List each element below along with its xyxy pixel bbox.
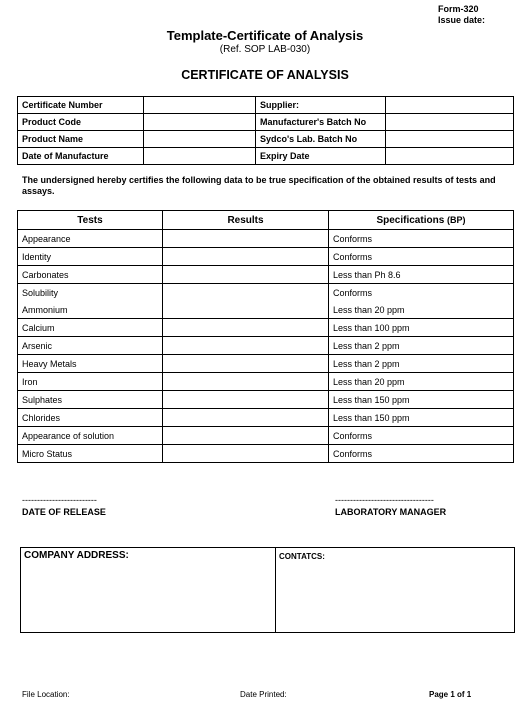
test-result-field[interactable]	[163, 301, 329, 319]
tests-header: Tests	[18, 211, 163, 230]
info-label: Date of Manufacture	[18, 148, 144, 165]
manager-signature-line: ---------------------------------	[335, 495, 434, 505]
test-name: Identity	[18, 248, 163, 266]
date-printed-label: Date Printed:	[240, 690, 287, 699]
test-specification: Less than 150 ppm	[329, 409, 514, 427]
test-row	[18, 391, 514, 409]
test-specification: Conforms	[329, 248, 514, 266]
test-row	[18, 409, 514, 427]
date-of-release-label: DATE OF RELEASE	[22, 507, 106, 517]
form-number: Form-320	[438, 4, 479, 14]
company-address-section	[21, 548, 276, 632]
certificate-info-table	[17, 96, 514, 165]
info-label: Supplier:	[256, 97, 386, 114]
test-result-field[interactable]	[163, 409, 329, 427]
info-label: Product Code	[18, 114, 144, 131]
tests-header-row	[18, 211, 514, 230]
info-label: Manufacturer's Batch No	[256, 114, 386, 131]
test-result-field[interactable]	[163, 337, 329, 355]
test-row	[18, 355, 514, 373]
test-specification: Conforms	[329, 284, 514, 302]
info-value-field[interactable]	[386, 131, 514, 148]
test-row	[18, 301, 514, 319]
test-name: Sulphates	[18, 391, 163, 409]
test-result-field[interactable]	[163, 373, 329, 391]
test-name: Chlorides	[18, 409, 163, 427]
page-number: Page 1 of 1	[429, 690, 472, 699]
test-specification: Less than 2 ppm	[329, 355, 514, 373]
release-signature-line: -------------------------	[22, 495, 97, 505]
info-row	[18, 131, 514, 148]
test-result-field[interactable]	[163, 248, 329, 266]
test-row	[18, 337, 514, 355]
test-specification: Less than Ph 8.6	[329, 266, 514, 284]
info-label: Product Name	[18, 131, 144, 148]
test-row	[18, 248, 514, 266]
laboratory-manager-label: LABORATORY MANAGER	[335, 507, 447, 517]
info-label: Expiry Date	[256, 148, 386, 165]
test-row	[18, 373, 514, 391]
test-row	[18, 427, 514, 445]
specifications-header: Specifications (BP)	[329, 211, 514, 230]
test-name: Micro Status	[22, 449, 73, 459]
info-value-field[interactable]	[386, 114, 514, 131]
info-row	[18, 114, 514, 131]
info-value-field[interactable]	[386, 148, 514, 165]
test-row	[18, 266, 514, 284]
test-name: Solubility	[22, 288, 59, 298]
certificate-heading: CERTIFICATE OF ANALYSIS	[181, 68, 349, 82]
test-row	[18, 284, 514, 302]
test-specification: Conforms	[329, 427, 514, 445]
test-row	[18, 319, 514, 337]
test-result-field[interactable]	[163, 427, 329, 445]
info-value-field[interactable]	[144, 97, 256, 114]
test-name: Iron	[18, 373, 163, 391]
info-value-field[interactable]	[144, 148, 256, 165]
test-specification: Conforms	[329, 230, 514, 248]
info-value-field[interactable]	[144, 114, 256, 131]
document-title: Template-Certificate of Analysis	[166, 28, 364, 43]
test-name: Ammonium	[18, 301, 163, 319]
test-specification: Less than 100 ppm	[329, 319, 514, 337]
file-location-label: File Location:	[22, 690, 70, 699]
test-result-field[interactable]	[163, 230, 329, 248]
contacts-label: CONTATCS:	[279, 552, 325, 561]
info-row	[18, 97, 514, 114]
test-name: Carbonates	[18, 266, 163, 284]
sop-reference: (Ref. SOP LAB-030)	[219, 44, 311, 55]
test-row	[18, 230, 514, 248]
test-result-field[interactable]	[163, 391, 329, 409]
issue-date-label: Issue date:	[438, 15, 486, 25]
test-specification: Less than 20 ppm	[329, 373, 514, 391]
test-result-field[interactable]	[163, 355, 329, 373]
test-name: Heavy Metals	[18, 355, 163, 373]
address-box	[20, 547, 515, 633]
test-specification: Less than 2 ppm	[329, 337, 514, 355]
test-name: Appearance of solution	[18, 427, 163, 445]
specifications-suffix: (BP)	[447, 214, 466, 225]
test-result-field[interactable]	[163, 319, 329, 337]
info-label: Sydco's Lab. Batch No	[256, 131, 386, 148]
company-address-label: COMPANY ADDRESS:	[24, 550, 129, 561]
info-row	[18, 148, 514, 165]
test-row	[18, 445, 514, 463]
info-value-field[interactable]	[386, 97, 514, 114]
info-value-field[interactable]	[144, 131, 256, 148]
test-specification: Less than 150 ppm	[329, 391, 514, 409]
test-result-field[interactable]	[163, 266, 329, 284]
tests-table	[17, 210, 514, 463]
results-header: Results	[163, 211, 329, 230]
test-name: Calcium	[18, 319, 163, 337]
test-name: Appearance	[18, 230, 163, 248]
test-result-field[interactable]	[163, 445, 329, 463]
test-result-field[interactable]	[163, 284, 329, 302]
test-name: Arsenic	[18, 337, 163, 355]
certification-statement: The undersigned hereby certifies the following data to be true specification of the obtained results of tests and assays.	[22, 175, 496, 196]
info-label: Certificate Number	[18, 97, 144, 114]
test-specification: Conforms	[329, 445, 514, 463]
test-specification: Less than 20 ppm	[329, 301, 514, 319]
